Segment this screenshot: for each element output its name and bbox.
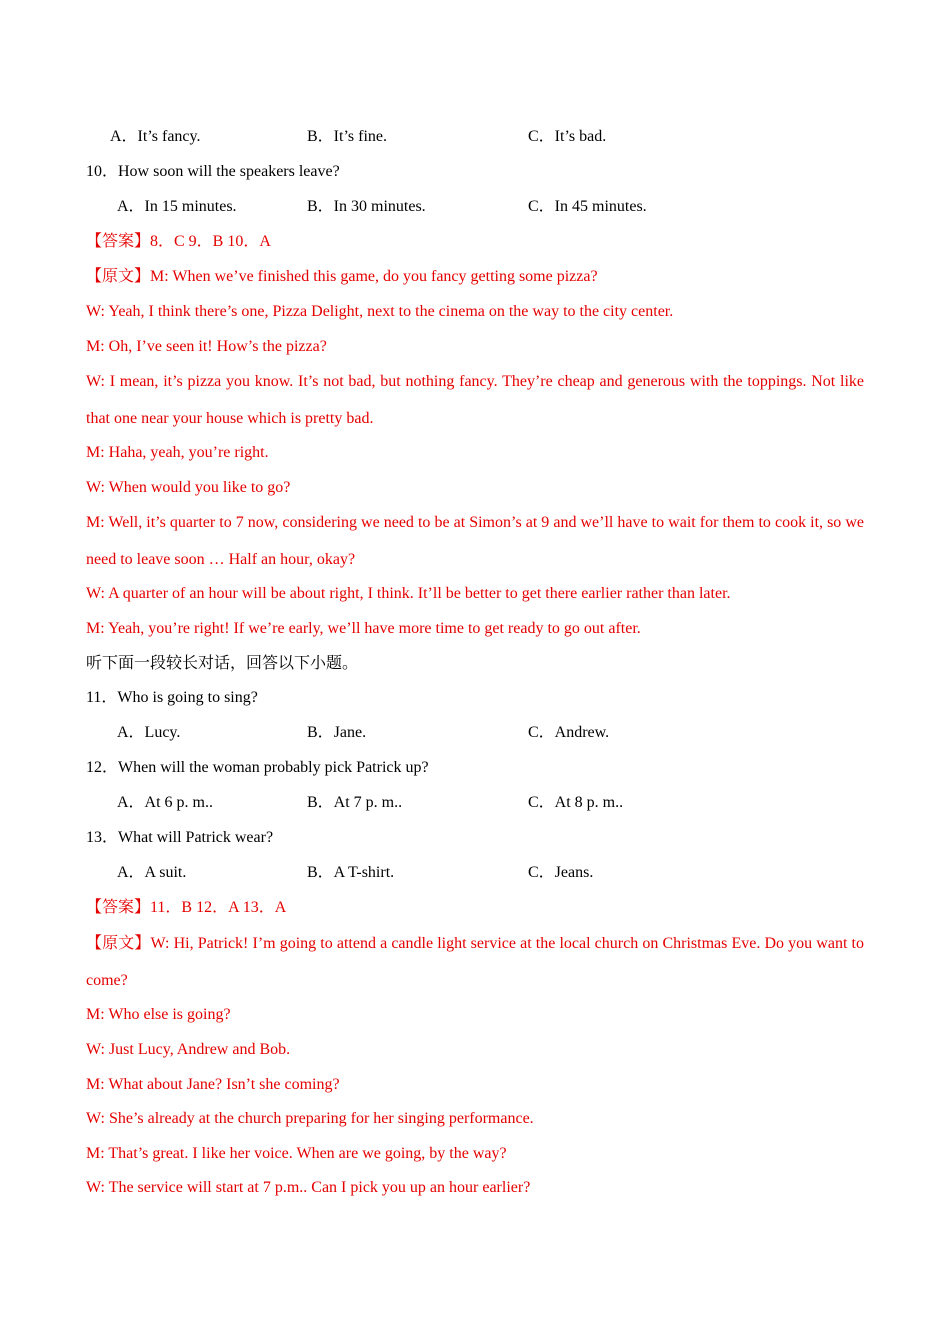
answer-key-2: 【答案】11．B 12．A 13．A bbox=[86, 899, 287, 916]
q13-option-b: B．A T-shirt. bbox=[307, 864, 395, 881]
q10-option-b: B．In 30 minutes. bbox=[307, 198, 426, 215]
transcript-2-line-4: M: What about Jane? Isn’t she coming? bbox=[86, 1076, 340, 1093]
q12-option-c: C．At 8 p. m.. bbox=[528, 794, 624, 811]
transcript-1-line-4: W: I mean, it’s pizza you know. It’s not bad, but nothing fancy. They’re cheap and generous with the toppings. Not like that one near your house which is pretty bad. bbox=[86, 373, 864, 427]
transcript-2-line-7: W: The service will start at 7 p.m.. Can I pick you up an hour earlier? bbox=[86, 1179, 531, 1196]
transcript-1-line-7: M: Well, it’s quarter to 7 now, considering we need to be at Simon’s at 9 and we’ll have to wait for them to cook it, so we need to leave soon … Half an hour, okay? bbox=[86, 514, 864, 568]
q13-option-c: C．Jeans. bbox=[528, 864, 594, 881]
q13-option-a: A．A suit. bbox=[117, 864, 187, 881]
q11-option-b: B．Jane. bbox=[307, 724, 367, 741]
transcript-1-line-9: M: Yeah, you’re right! If we’re early, we’ll have more time to get ready to go out after. bbox=[86, 620, 641, 637]
q10-question: 10．How soon will the speakers leave? bbox=[86, 163, 340, 180]
answer-key-1: 【答案】8．C 9．B 10．A bbox=[86, 233, 271, 250]
transcript-2-line-6: M: That’s great. I like her voice. When are we going, by the way? bbox=[86, 1145, 507, 1162]
transcript-2-line-3: W: Just Lucy, Andrew and Bob. bbox=[86, 1041, 291, 1058]
section-intro: 听下面一段较长对话，回答以下小题。 bbox=[86, 655, 359, 672]
transcript-2-line-2: M: Who else is going? bbox=[86, 1006, 231, 1023]
transcript-1-line-5: M: Haha, yeah, you’re right. bbox=[86, 444, 269, 461]
q10-option-a: A．In 15 minutes. bbox=[117, 198, 237, 215]
q11-option-a: A．Lucy. bbox=[117, 724, 181, 741]
q12-option-b: B．At 7 p. m.. bbox=[307, 794, 403, 811]
q10-option-c: C．In 45 minutes. bbox=[528, 198, 647, 215]
q12-question: 12．When will the woman probably pick Patrick up? bbox=[86, 759, 429, 776]
transcript-1-line-6: W: When would you like to go? bbox=[86, 479, 291, 496]
q13-question: 13．What will Patrick wear? bbox=[86, 829, 274, 846]
q11-question: 11．Who is going to sing? bbox=[86, 689, 258, 706]
transcript-1-line-2: W: Yeah, I think there’s one, Pizza Delight, next to the cinema on the way to the city center. bbox=[86, 303, 674, 320]
q9-option-c: C．It’s bad. bbox=[528, 128, 607, 145]
q12-option-a: A．At 6 p. m.. bbox=[117, 794, 214, 811]
transcript-1-line-8: W: A quarter of an hour will be about right, I think. It’ll be better to get there earlier rather than later. bbox=[86, 585, 731, 602]
transcript-2-line-1: 【原文】W: Hi, Patrick! I’m going to attend a candle light service at the local church on Christmas Eve. Do you want to come? bbox=[86, 935, 864, 989]
transcript-2-line-5: W: She’s already at the church preparing for her singing performance. bbox=[86, 1110, 534, 1127]
q9-option-b: B．It’s fine. bbox=[307, 128, 387, 145]
q11-option-c: C．Andrew. bbox=[528, 724, 610, 741]
transcript-1-line-1: 【原文】M: When we’ve finished this game, do you fancy getting some pizza? bbox=[86, 268, 598, 285]
q9-option-a: A．It’s fancy. bbox=[110, 128, 201, 145]
transcript-1-line-3: M: Oh, I’ve seen it! How’s the pizza? bbox=[86, 338, 327, 355]
